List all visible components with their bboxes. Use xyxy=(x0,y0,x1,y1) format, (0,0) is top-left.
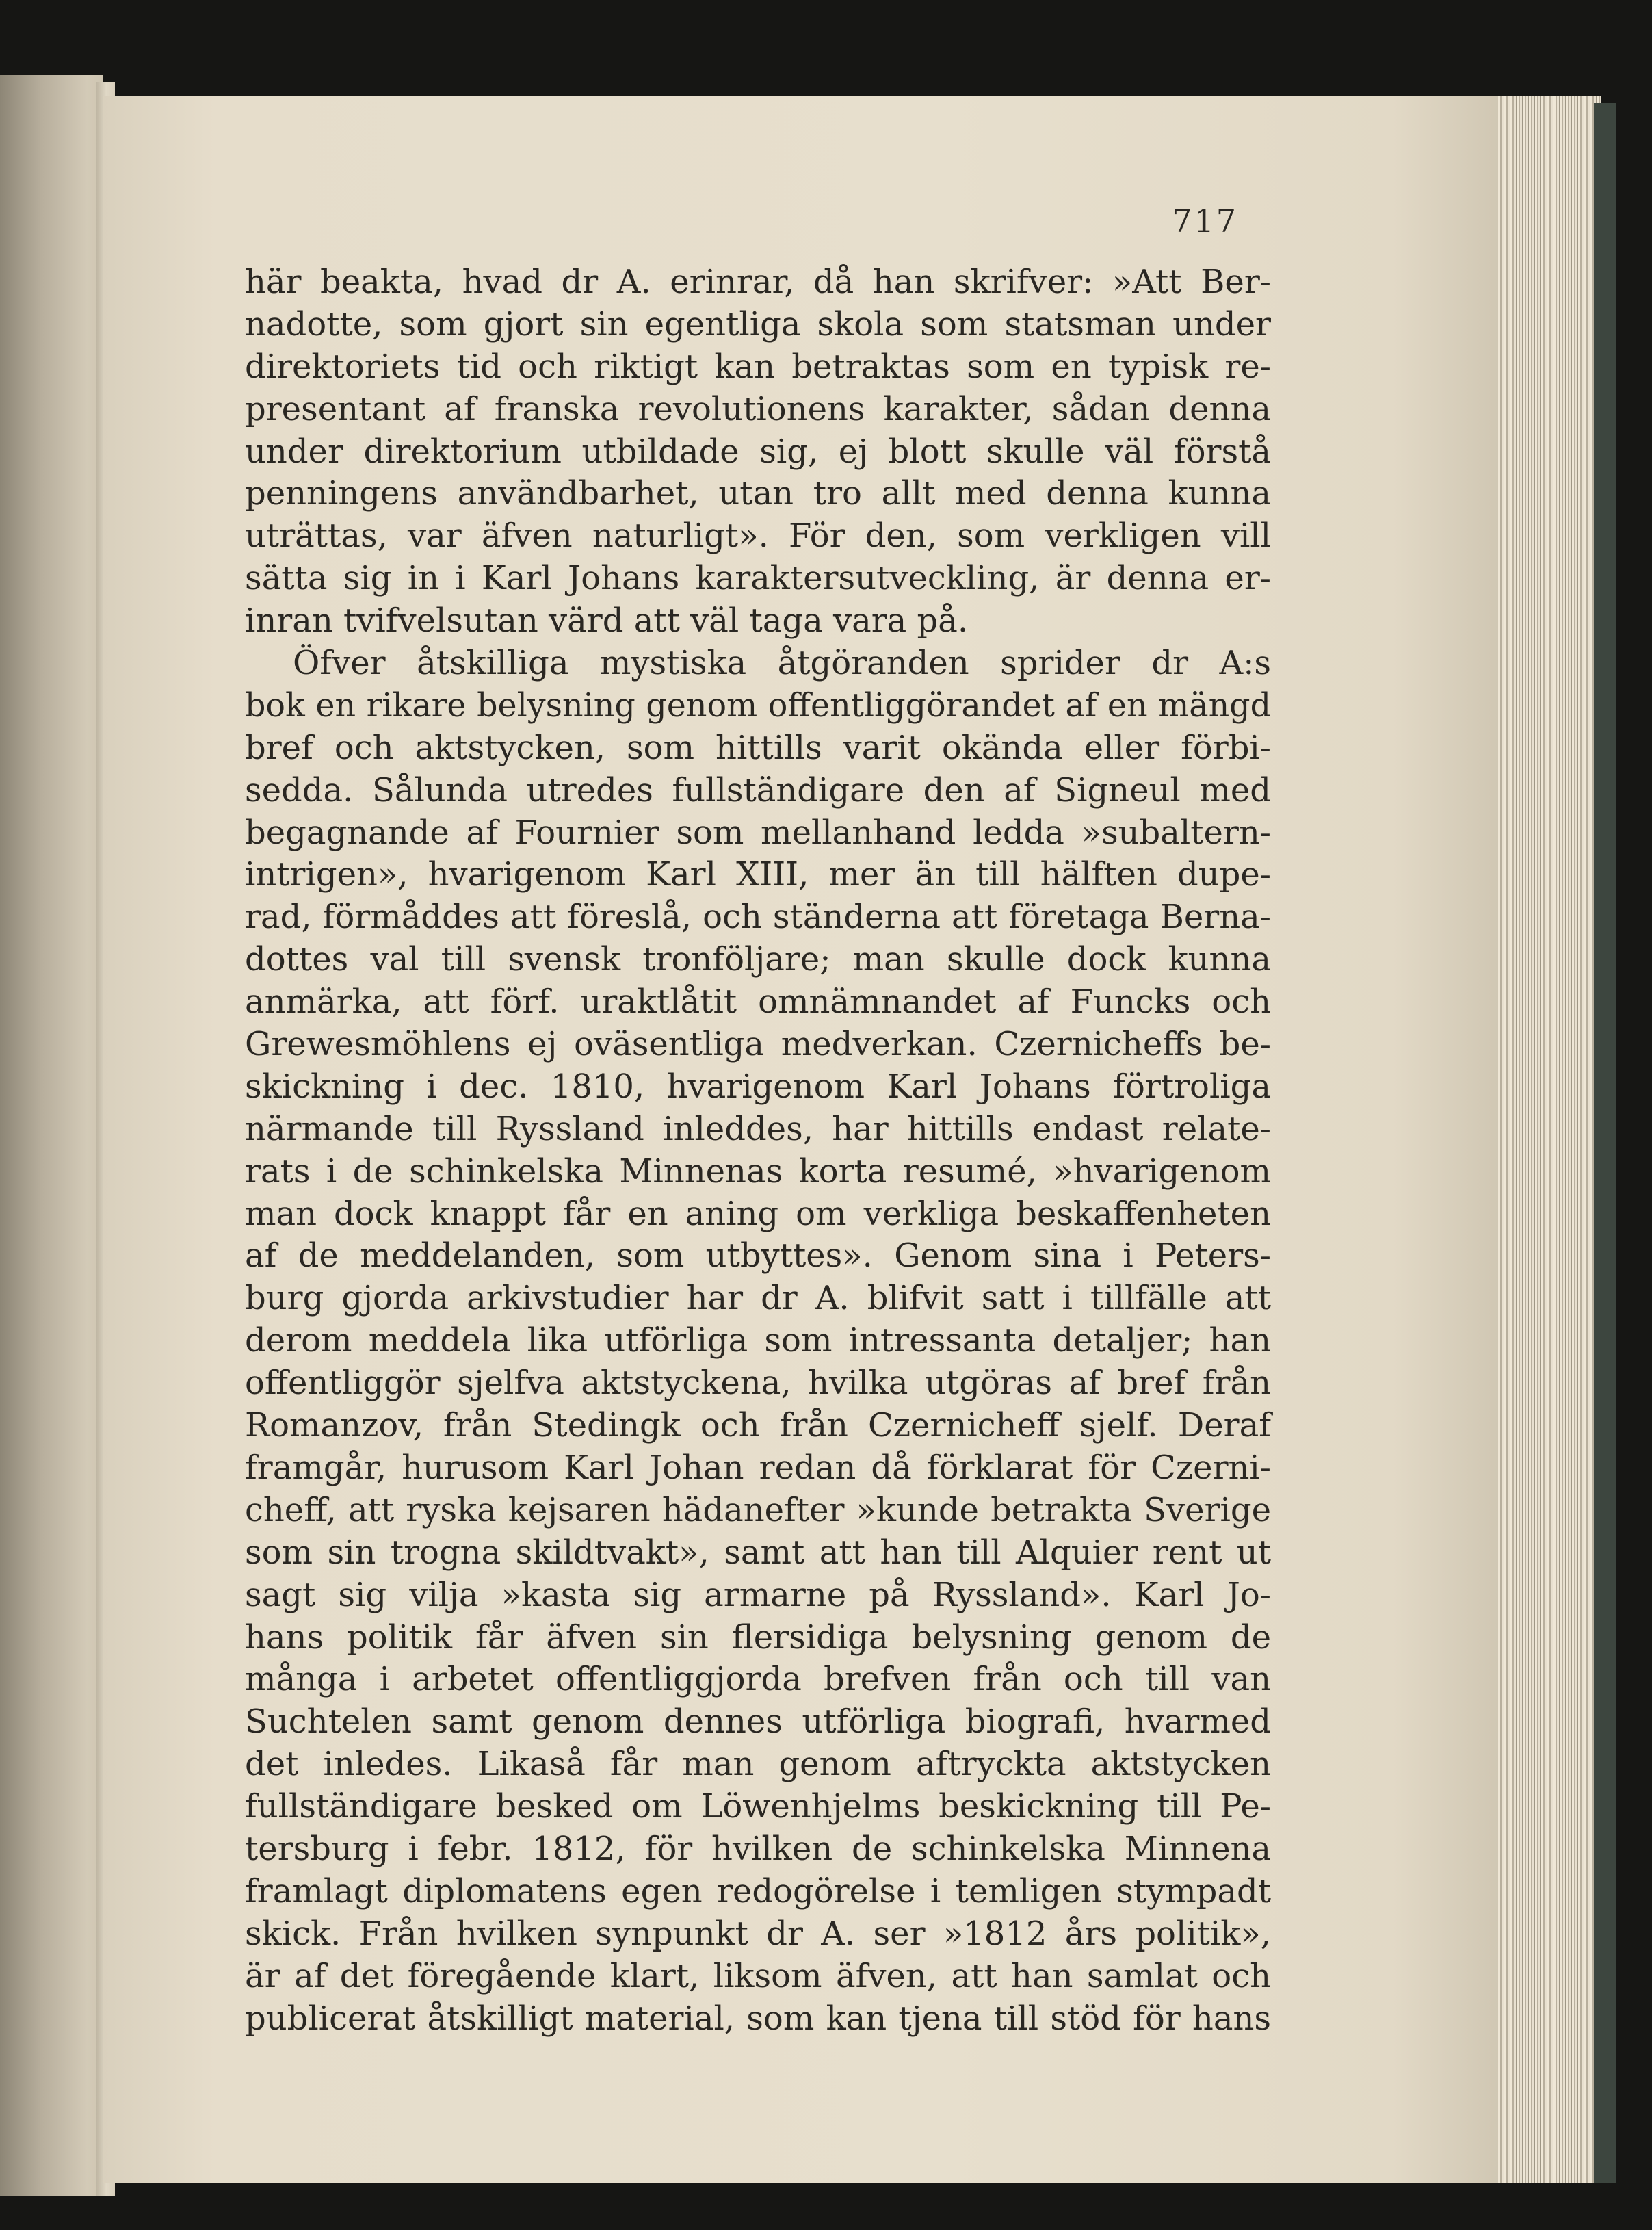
text-line: det inledes. Likaså får man genom aftryckta aktstycken xyxy=(245,1745,1271,1784)
text-line: som sin trogna skildtvakt», samt att han till Alquier rent ut xyxy=(245,1533,1271,1572)
text-line: sedda. Sålunda utredes fullständigare den af Signeul med xyxy=(245,770,1271,809)
text-line: är af det föregående klart, liksom äfven, att han samlat och xyxy=(245,1956,1271,1995)
text-line: framgår, hurusom Karl Johan redan då förklarat för Czerni- xyxy=(245,1448,1271,1487)
text-line: bok en rikare belysning genom offentliggörandet af en mängd xyxy=(245,686,1271,725)
text-line: uträttas, var äfven naturligt». För den, som verkligen vill xyxy=(245,517,1271,556)
text-line: penningens användbarhet, utan tro allt med denna kunna xyxy=(245,474,1271,513)
text-line: tersburg i febr. 1812, för hvilken de schinkelska Minnena xyxy=(245,1829,1271,1868)
text-line: dottes val till svensk tronföljare; man skulle dock kunna xyxy=(245,940,1271,979)
text-line: skickning i dec. 1810, hvarigenom Karl Johans förtroliga xyxy=(245,1067,1271,1106)
text-line: här beakta, hvad dr A. erinrar, då han skrifver: »Att Ber- xyxy=(245,263,1271,301)
text-line: derom meddela lika utförliga som intressanta detaljer; han xyxy=(245,1321,1271,1360)
text-line: rats i de schinkelska Minnenas korta resumé, »hvarigenom xyxy=(245,1152,1271,1191)
text-line: af de meddelanden, som utbyttes». Genom sina i Peters- xyxy=(245,1236,1271,1275)
text-line: Grewesmöhlens ej oväsentliga medverkan. Czernicheffs be- xyxy=(245,1025,1271,1064)
text-line: skick. Från hvilken synpunkt dr A. ser »1812 års politik», xyxy=(245,1914,1271,1953)
text-line: cheff, att ryska kejsaren hädanefter »kunde betrakta Sverige xyxy=(245,1490,1271,1529)
text-line: bref och aktstycken, som hittills varit okända eller förbi- xyxy=(245,728,1271,767)
text-line: presentant af franska revolutionens karakter, sådan denna xyxy=(245,389,1271,428)
page-number: 717 xyxy=(1172,203,1238,239)
text-line: Suchtelen samt genom dennes utförliga biografi, hvarmed xyxy=(245,1702,1271,1741)
text-line: offentliggör sjelfva aktstyckena, hvilka utgöras af bref från xyxy=(245,1364,1271,1403)
text-line: anmärka, att förf. uraktlåtit omnämnandet af Funcks och xyxy=(245,983,1271,1022)
paragraph-end-line: inran tvifvelsutan värd att väl taga vara på. xyxy=(245,601,969,640)
text-line: sätta sig in i Karl Johans karaktersutveckling, är denna er- xyxy=(245,559,1271,598)
text-line: fullständigare besked om Löwenhjelms beskickning till Pe- xyxy=(245,1787,1271,1826)
text-line: många i arbetet offentliggjorda brefven från och till van xyxy=(245,1660,1271,1699)
text-line: framlagt diplomatens egen redogörelse i temligen stympadt xyxy=(245,1871,1271,1910)
facing-page-edge xyxy=(0,75,103,2196)
text-line: Romanzov, från Stedingk och från Czernicheff sjelf. Deraf xyxy=(245,1406,1271,1445)
text-line: hans politik får äfven sin flersidiga belysning genom de xyxy=(245,1618,1271,1657)
text-line: närmande till Ryssland inleddes, har hittills endast relate- xyxy=(245,1109,1271,1148)
text-line: under direktorium utbildade sig, ej blott skulle väl förstå xyxy=(245,432,1271,471)
text-line: nadotte, som gjort sin egentliga skola som statsman under xyxy=(245,304,1271,343)
text-line: burg gjorda arkivstudier har dr A. blifvit satt i tillfälle att xyxy=(245,1279,1271,1318)
text-line: intrigen», hvarigenom Karl XIII, mer än till hälften dupe- xyxy=(245,855,1271,894)
text-line: sagt sig vilja »kasta sig armarne på Ryssland». Karl Jo- xyxy=(245,1575,1271,1614)
text-line: man dock knappt får en aning om verkliga beskaffenheten xyxy=(245,1194,1271,1233)
text-line: begagnande af Fournier som mellanhand ledda »subaltern- xyxy=(245,813,1271,852)
paragraph-first-line: Öfver åtskilliga mystiska åtgöranden sprider dr A:s xyxy=(293,644,1271,683)
text-line: publicerat åtskilligt material, som kan tjena till stöd för hans xyxy=(245,1999,1271,2038)
body-text xyxy=(245,261,1271,2040)
text-line: rad, förmåddes att föreslå, och ständerna att företaga Berna- xyxy=(245,898,1271,937)
book-cover-board xyxy=(1594,103,1616,2183)
text-line: direktoriets tid och riktigt kan betraktas som en typisk re- xyxy=(245,347,1271,386)
page-stack-edges xyxy=(1498,96,1601,2183)
